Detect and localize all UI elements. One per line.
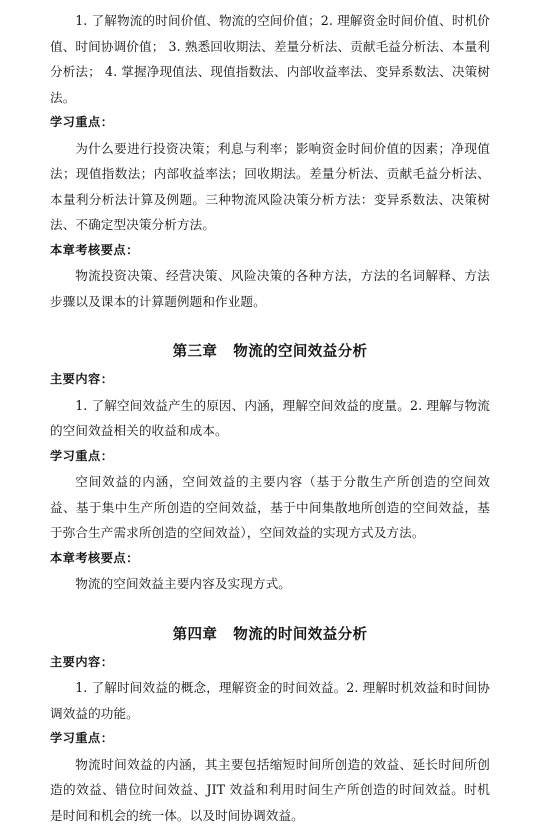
chapter4-study-focus-label: 学习重点： (50, 726, 490, 752)
chapter3-title: 物流的空间效益分析 (233, 344, 367, 360)
intro-objectives-paragraph: 1. 了解物流的时间价值、物流的空间价值；2. 理解资金时间价值、时机价值、时间协调价值； 3. 熟悉回收期法、差量分析法、贡献毛益分析法、本量利分析法； 4. 掌握净现值法、现值指数法、内部收益率法、变异系数法、决策树法。 (50, 8, 490, 110)
chapter3-main-content-label: 主要内容： (50, 367, 490, 393)
intro-study-focus-paragraph: 为什么要进行投资决策；利息与利率；影响资金时间价值的因素；净现值法；现值指数法；内部收益率法；回收期法。差量分析法、贡献毛益分析法、本量利分析法计算及例题。三种物流风险决策分析方法：变异系数法、决策树法、不确定型决策分析方法。 (50, 136, 490, 238)
chapter4-heading (50, 623, 490, 644)
chapter3-heading (50, 340, 490, 361)
chapter4-title: 物流的时间效益分析 (233, 627, 367, 643)
chapter4-study-focus-paragraph: 物流时间效益的内涵，其主要包括缩短时间所创造的效益、延长时间所创造的效益、错位时间效益、JIT 效益和利用时间生产所创造的时间效益。时机是时间和机会的统一体。以及时间协调效益。 (50, 752, 490, 828)
intro-exam-points-paragraph: 物流投资决策、经营决策、风险决策的各种方法，方法的名词解释、方法步骤以及课本的计算题例题和作业题。 (50, 263, 490, 314)
chapter3-main-content-paragraph: 1. 了解空间效益产生的原因、内涵，理解空间效益的度量。2. 理解与物流的空间效益相关的收益和成本。 (50, 393, 490, 444)
chapter4-main-content-paragraph: 1. 了解时间效益的概念，理解资金的时间效益。2. 理解时机效益和时间协调效益的功能。 (50, 675, 490, 726)
chapter3-study-focus-paragraph: 空间效益的内涵，空间效益的主要内容（基于分散生产所创造的空间效益、基于集中生产所创造的空间效益，基于中间集散地所创造的空间效益，基于弥合生产需求所创造的空间效益），空间效益的实现方式及方法。 (50, 469, 490, 546)
chapter3-exam-points-label: 本章考核要点： (50, 546, 490, 572)
chapter4-number: 第四章 (173, 627, 218, 643)
chapter3-number: 第三章 (173, 344, 218, 360)
chapter3-study-focus-label: 学习重点： (50, 444, 490, 470)
chapter4-main-content-label: 主要内容： (50, 650, 490, 676)
intro-exam-points-label: 本章考核要点： (50, 238, 490, 264)
intro-study-focus-label: 学习重点： (50, 110, 490, 136)
chapter3-exam-points-paragraph: 物流的空间效益主要内容及实现方式。 (50, 571, 490, 597)
